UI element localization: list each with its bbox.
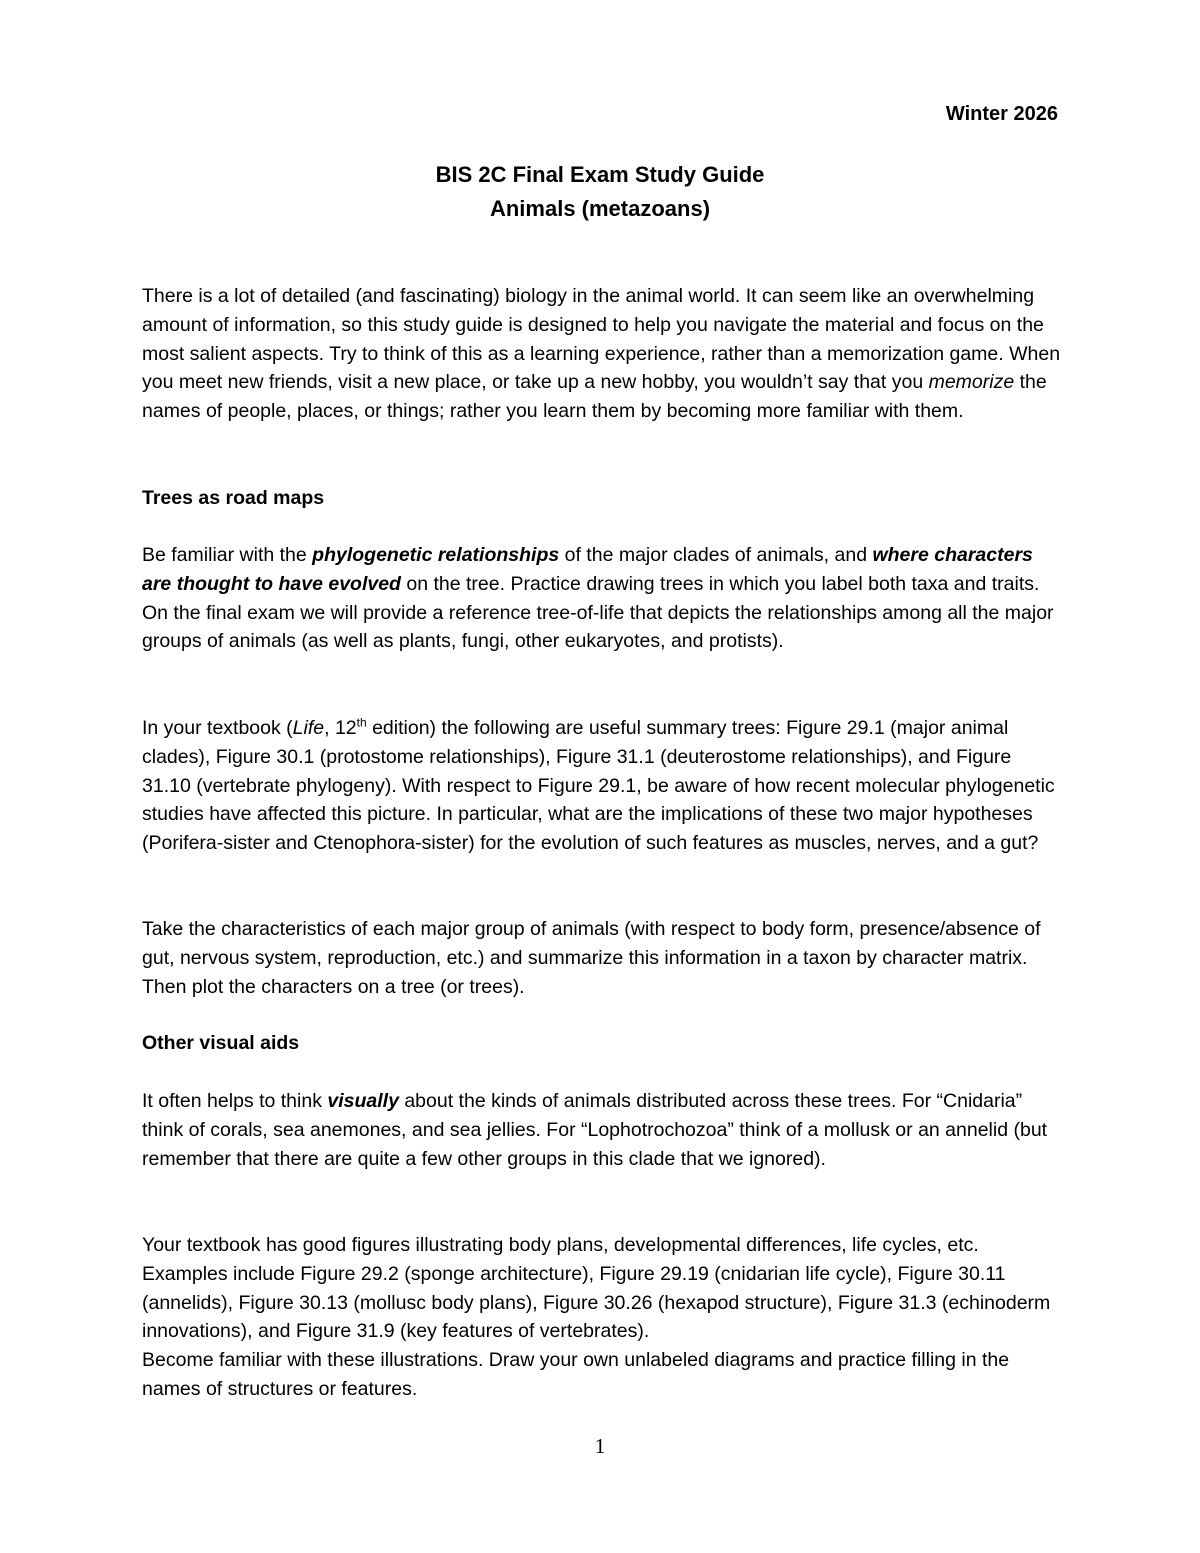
- document-title: BIS 2C Final Exam Study Guide: [435, 162, 765, 187]
- visual-p2-text-a: Your textbook has good figures illustrating body plans, developmental differences, life cycles, etc. Examples include Figure 29.2 (sponge architecture), Figure 29.19 (cnidarian life cycle), Figure 30.11 (annelids), Figure 30.13 (mollusc body plans), Figure 30.26 (hexapod structure), Figure 31.3 (echinoderm innovations), and Figure 31.9 (key features of vertebrates).: [142, 1234, 1051, 1343]
- section-heading-visual: Other visual aids: [142, 1032, 300, 1054]
- trees-p2-text-c: , 12: [324, 717, 357, 739]
- intro-paragraph: [142, 282, 1062, 426]
- page-number: 1: [594, 1434, 606, 1458]
- term-label: Winter 2026: [945, 103, 1058, 125]
- trees-p2-text-e: edition) the following are useful summary trees: Figure 29.1 (major animal clades), Figure 30.1 (protostome relationships), Figure 31.1 (deuterostome relationships), and Figure 31.10 (vertebrate phylogeny). With respect to Figure 29.1, be aware of how recent molecular phylogenetic studies have affected this picture. In particular, what are the implications of these two major hypotheses (Porifera-sister and Ctenophora-sister) for the evolution of such features as muscles, nerves, and a gut?: [142, 717, 1055, 855]
- intro-emphasis: memorize: [928, 371, 1015, 394]
- textbook-title: Life: [292, 717, 325, 739]
- trees-p1-text-a: Be familiar with the: [142, 544, 313, 566]
- trees-paragraph-2: [142, 714, 1062, 858]
- trees-p1-emphasis-2: where characters are thought to have evolved: [142, 544, 1033, 595]
- intro-text-c: the names of people, places, or things; rather you learn them by becoming more familiar with them.: [142, 371, 1047, 423]
- trees-paragraph-3: Take the characteristics of each major group of animals (with respect to body form, presence/absence of gut, nervous system, reproduction, etc.) and summarize this information in a taxon by character matrix. Then plot the characters on a tree (or trees).: [142, 918, 1041, 998]
- trees-paragraph-1: [142, 541, 1062, 656]
- trees-p2-text-a: In your textbook (: [142, 717, 293, 739]
- visual-paragraph-2: [142, 1231, 1062, 1404]
- document-subtitle: Animals (metazoans): [489, 196, 711, 221]
- visual-p1-emphasis: visually: [327, 1090, 399, 1112]
- visual-p1-text-c: about the kinds of animals distributed across these trees. For “Cnidaria” think of corals, sea anemones, and sea jellies. For “Lophotrochozoa” think of a mollusk or an annelid (but remember that there are quite a few other groups in this clade that we ignored).: [142, 1090, 1048, 1170]
- trees-p1-text-e: on the tree. Practice drawing trees in which you label both taxa and traits. On the final exam we will provide a reference tree-of-life that depicts the relationships among all the major groups of animals (as well as plants, fungi, other eukaryotes, and protists).: [142, 572, 1054, 653]
- section-heading-trees: Trees as road maps: [142, 487, 325, 509]
- visual-paragraph-1: [142, 1087, 1062, 1173]
- trees-p1-text-c: of the major clades of animals, and: [559, 544, 873, 566]
- trees-p1-emphasis-1: phylogenetic relationships: [312, 544, 560, 566]
- intro-text-a: There is a lot of detailed (and fascinating) biology in the animal world. It can seem like an overwhelming amount of information, so this study guide is designed to help you navigate the material and focus on the most salient aspects. Try to think of this as a learning experience, rather than a memorization game. When you meet new friends, visit a new place, or take up a new hobby, you wouldn’t say that you: [142, 285, 1061, 394]
- visual-p1-text-a: It often helps to think: [142, 1090, 328, 1112]
- edition-superscript: th: [356, 715, 367, 730]
- visual-p2-text-b: Become familiar with these illustrations. Draw your own unlabeled diagrams and practice filling in the names of structures or features.: [142, 1349, 1010, 1400]
